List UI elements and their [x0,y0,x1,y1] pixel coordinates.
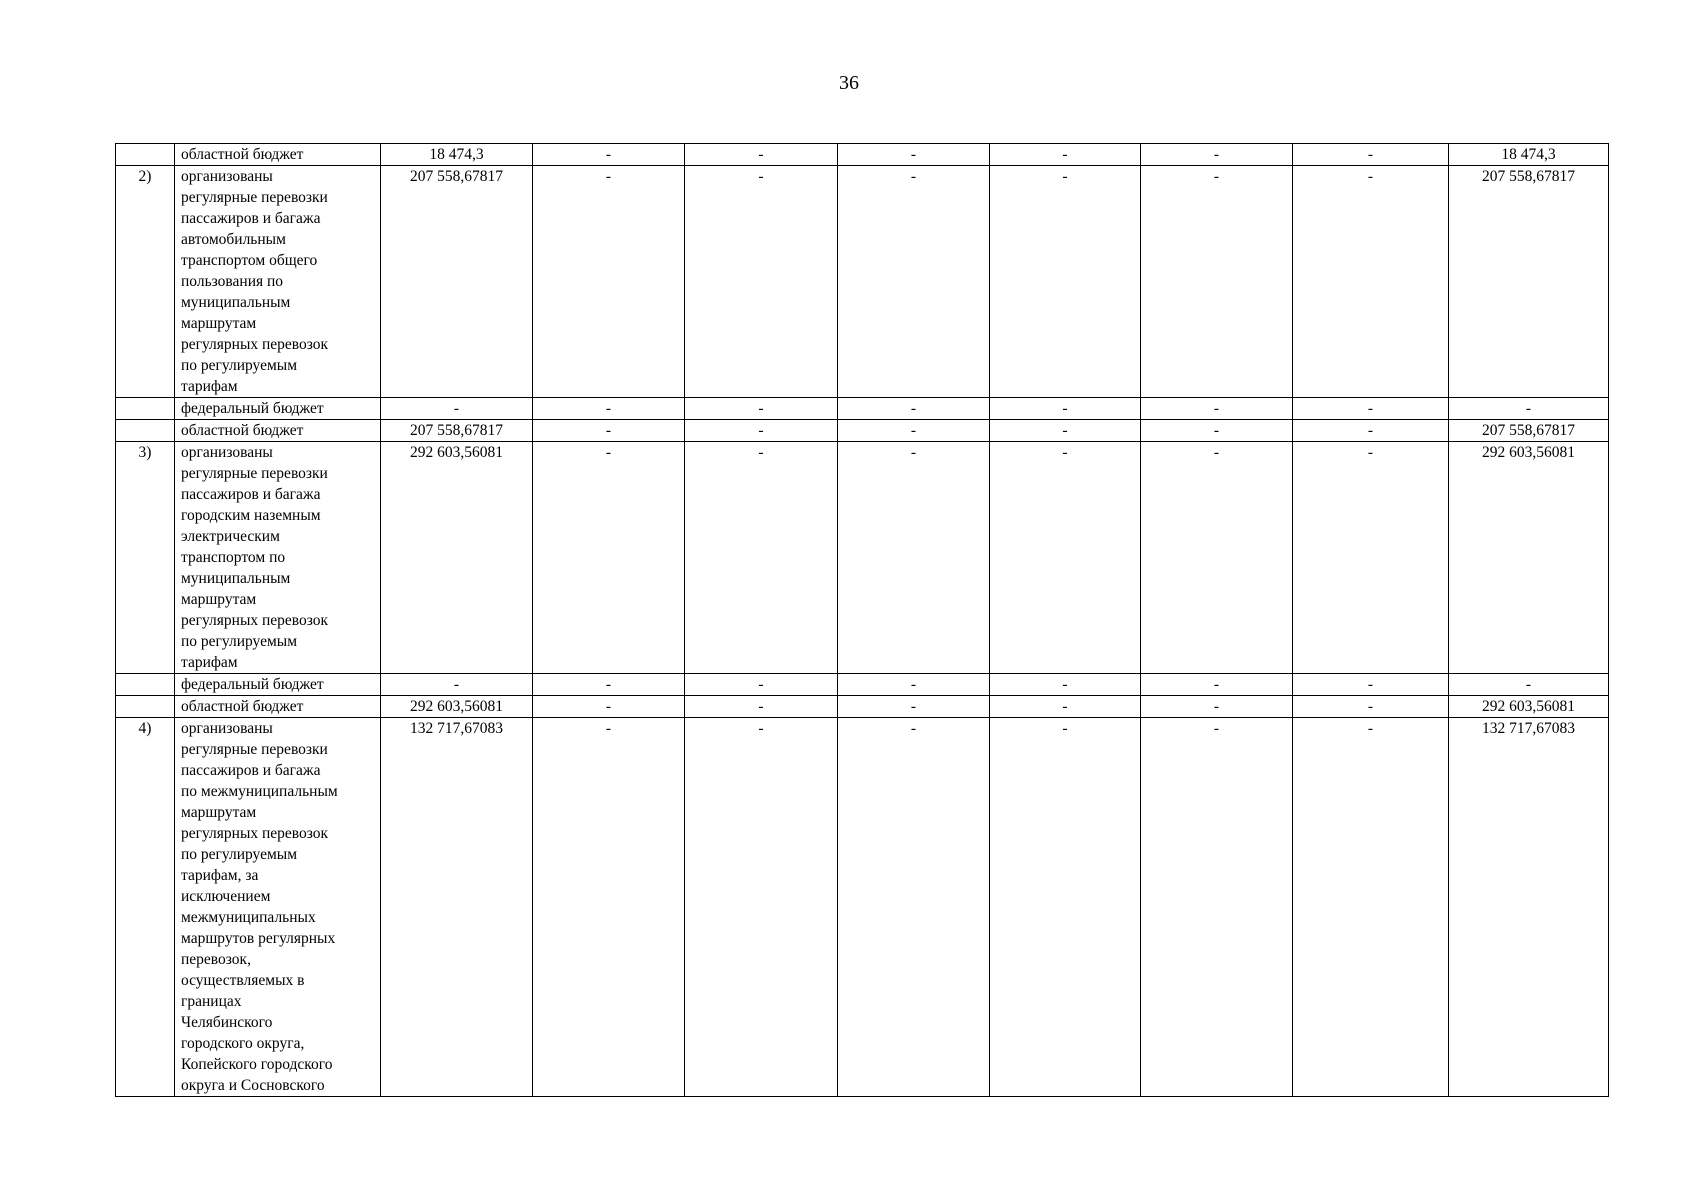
year-amount-cell: - [838,166,990,398]
row-description: федеральный бюджет [175,398,381,420]
description-line: исключением [181,888,271,905]
year-amount-cell: - [685,696,838,718]
year-amount-cell: - [1141,674,1293,696]
final-amount-cell: 292 603,56081 [1449,696,1609,718]
year-amount-cell: - [533,718,685,1097]
description-line: электрическим [181,528,280,545]
year-amount-cell: - [533,144,685,166]
total-amount-cell: 18 474,3 [381,144,533,166]
year-amount-cell: - [990,442,1141,674]
year-amount-cell: - [533,674,685,696]
page-number: 36 [839,72,859,94]
year-amount-cell: - [533,166,685,398]
budget-table-body [116,144,1609,1097]
year-amount-cell: - [838,674,990,696]
description-line: округа и Сосновского [181,1077,325,1094]
description-line: регулярных перевозок [181,612,329,629]
row-number [116,674,175,696]
year-amount-cell: - [990,166,1141,398]
description-line: маршрутам [181,315,257,332]
year-amount-cell: - [1141,420,1293,442]
description-line: организованы [181,720,273,737]
final-amount-cell: - [1449,398,1609,420]
row-number [116,398,175,420]
year-amount-cell: - [1293,674,1449,696]
year-amount-cell: - [685,420,838,442]
description-line: регулярные перевозки [181,465,328,482]
row-description: областной бюджет [175,144,381,166]
total-amount-cell: 207 558,67817 [381,420,533,442]
row-number: 3) [116,442,175,674]
description-line: транспортом по [181,549,286,566]
year-amount-cell: - [1141,144,1293,166]
year-amount-cell: - [1293,166,1449,398]
year-amount-cell: - [1293,442,1449,674]
year-amount-cell: - [990,718,1141,1097]
year-amount-cell: - [685,718,838,1097]
description-line: организованы [181,444,273,461]
description-line: организованы [181,168,273,185]
row-number [116,420,175,442]
year-amount-cell: - [990,420,1141,442]
description-line: автомобильным [181,231,286,248]
year-amount-cell: - [685,674,838,696]
year-amount-cell: - [838,398,990,420]
description-line: межмуниципальных [181,909,316,926]
description-line: регулярные перевозки [181,741,328,758]
table-row [116,442,1609,674]
description-line: регулярных перевозок [181,336,329,353]
description-line: муниципальным [181,294,291,311]
table-row [116,144,1609,166]
year-amount-cell: - [1293,718,1449,1097]
year-amount-cell: - [1141,398,1293,420]
total-amount-cell: 292 603,56081 [381,442,533,674]
year-amount-cell: - [685,398,838,420]
table-row [116,696,1609,718]
year-amount-cell: - [533,420,685,442]
description-line: Копейского городского [181,1056,333,1073]
description-line: транспортом общего [181,252,318,269]
row-number: 4) [116,718,175,1097]
year-amount-cell: - [838,420,990,442]
final-amount-cell: 207 558,67817 [1449,166,1609,398]
table-row [116,166,1609,398]
row-description: областной бюджет [175,696,381,718]
table-row [116,718,1609,1097]
row-description [175,166,381,398]
description-line: тарифам, за [181,867,259,884]
year-amount-cell: - [990,144,1141,166]
final-amount-cell: - [1449,674,1609,696]
description-line: по регулируемым [181,633,298,650]
year-amount-cell: - [1293,398,1449,420]
description-line: тарифам [181,654,238,671]
total-amount-cell: - [381,674,533,696]
description-line: маршрутам [181,804,257,821]
description-line: по регулируемым [181,846,298,863]
description-line: городского округа, [181,1035,305,1052]
year-amount-cell: - [1141,442,1293,674]
total-amount-cell: 292 603,56081 [381,696,533,718]
description-line: границах [181,993,242,1010]
year-amount-cell: - [1141,718,1293,1097]
year-amount-cell: - [533,442,685,674]
description-line: городским наземным [181,507,321,524]
year-amount-cell: - [533,398,685,420]
table-row [116,674,1609,696]
year-amount-cell: - [1293,144,1449,166]
total-amount-cell: - [381,398,533,420]
row-description [175,718,381,1097]
row-description [175,442,381,674]
description-line: пользования по [181,273,284,290]
year-amount-cell: - [685,144,838,166]
row-description: областной бюджет [175,420,381,442]
year-amount-cell: - [533,696,685,718]
year-amount-cell: - [838,696,990,718]
table-row [116,420,1609,442]
year-amount-cell: - [990,674,1141,696]
total-amount-cell: 132 717,67083 [381,718,533,1097]
description-line: муниципальным [181,570,291,587]
year-amount-cell: - [685,166,838,398]
description-line: по межмуниципальным [181,783,338,800]
row-number [116,696,175,718]
description-line: тарифам [181,378,238,395]
year-amount-cell: - [1293,420,1449,442]
description-line: пассажиров и багажа [181,762,321,779]
year-amount-cell: - [1141,696,1293,718]
year-amount-cell: - [990,696,1141,718]
year-amount-cell: - [990,398,1141,420]
year-amount-cell: - [685,442,838,674]
year-amount-cell: - [838,718,990,1097]
row-number: 2) [116,166,175,398]
description-line: по регулируемым [181,357,298,374]
row-number [116,144,175,166]
year-amount-cell: - [1293,696,1449,718]
final-amount-cell: 207 558,67817 [1449,420,1609,442]
final-amount-cell: 132 717,67083 [1449,718,1609,1097]
year-amount-cell: - [838,144,990,166]
final-amount-cell: 292 603,56081 [1449,442,1609,674]
description-line: маршрутов регулярных [181,930,336,947]
table-row [116,398,1609,420]
year-amount-cell: - [838,442,990,674]
final-amount-cell: 18 474,3 [1449,144,1609,166]
description-line: маршрутам [181,591,257,608]
description-line: пассажиров и багажа [181,210,321,227]
description-line: Челябинского [181,1014,273,1031]
row-description: федеральный бюджет [175,674,381,696]
description-line: пассажиров и багажа [181,486,321,503]
year-amount-cell: - [1141,166,1293,398]
budget-table [115,143,1609,1097]
description-line: регулярных перевозок [181,825,329,842]
description-line: регулярные перевозки [181,189,328,206]
description-line: перевозок, [181,951,251,968]
total-amount-cell: 207 558,67817 [381,166,533,398]
description-line: осуществляемых в [181,972,305,989]
